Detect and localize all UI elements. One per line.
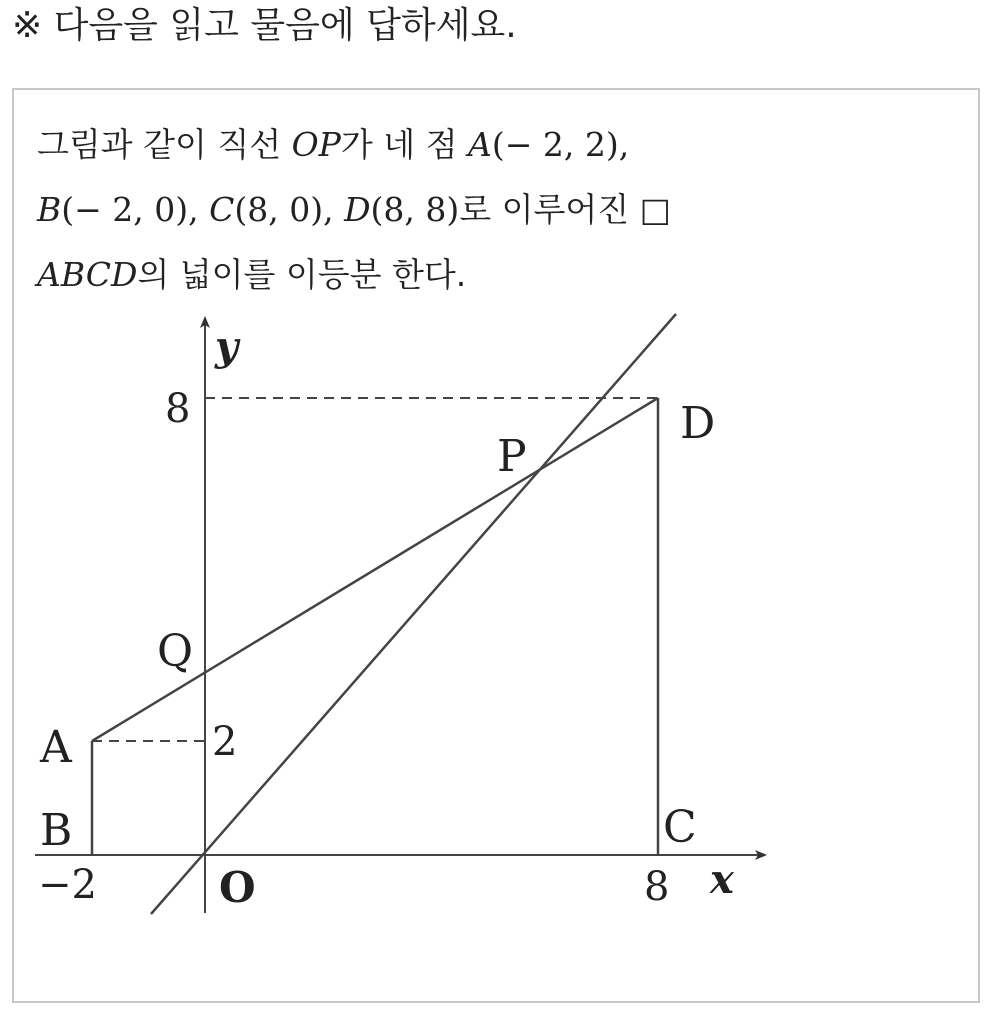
point-label-p: P [497,431,527,482]
line-op-label: OP [291,125,341,164]
point-b-coords: (− 2, 0), [61,190,210,229]
point-b-name: B [37,190,62,229]
line-op [151,314,676,914]
problem-text-segment: 로 이루어진 □ [459,190,671,229]
point-label-b: B [40,805,73,856]
x-axis-label: x [710,856,734,903]
point-a-name: A [468,125,492,164]
side-ad [92,398,658,741]
y-axis-label: y [215,323,239,370]
point-c-coords: (8, 0), [234,190,345,229]
point-d-name: D [344,190,371,229]
point-label-d: D [680,398,716,449]
instruction-header: ※ 다음을 읽고 물음에 답하세요. [12,5,517,46]
point-label-a: A [40,722,72,773]
origin-label: O [219,863,256,912]
tick-label-y2: 2 [212,719,238,765]
point-label-q: Q [157,626,194,677]
point-a-coords: (− 2, 2), [491,125,630,164]
point-label-c: C [663,802,697,853]
quadrilateral-name: ABCD [37,255,138,294]
problem-text-segment: 의 넓이를 이등분 한다. [137,255,467,294]
tick-label-y8: 8 [165,386,191,432]
problem-text-segment: 그림과 같이 직선 [37,125,292,164]
tick-label-x8: 8 [644,864,670,910]
point-d-coords: (8, 8) [370,190,460,229]
point-c-name: C [209,190,235,229]
tick-label-x-neg2: −2 [38,862,97,908]
problem-text-segment: 가 네 점 [340,125,468,164]
